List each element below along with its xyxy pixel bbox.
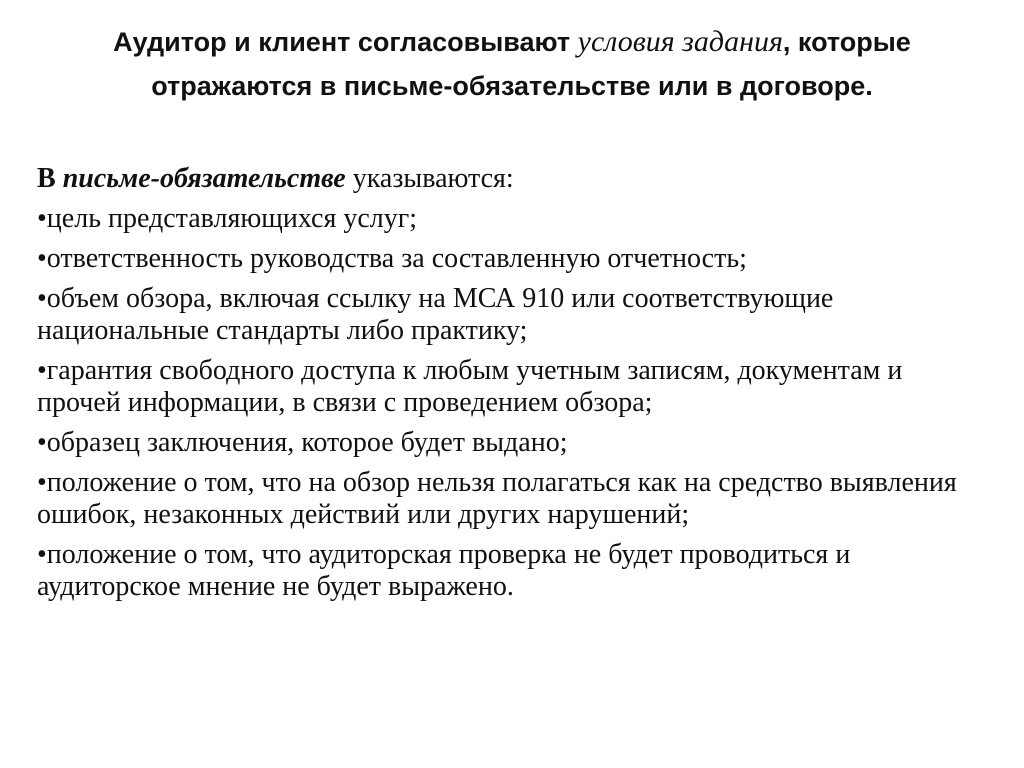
list-item: •положение о том, что на обзор нельзя полагаться как на средство выявления ошибок, незаконных действий или других нарушений; [37,467,957,530]
title-emphasis: условия задания [577,25,783,58]
lead-suffix: указываются: [345,163,514,194]
list-item: •образец заключения, которое будет выдано; [37,427,568,458]
lead-emphasis: письме-обязательстве [62,163,346,194]
list-item: •положение о том, что аудиторская проверка не будет проводиться и аудиторское мнение не будет выражено. [37,539,851,602]
lead-paragraph [37,163,987,195]
list-item: •ответственность руководства за составленную отчетность; [37,243,747,274]
slide-body [37,163,987,611]
bullet-list [37,203,987,603]
list-item: •цель представляющихся услуг; [37,203,418,234]
title-part-1: Аудитор и клиент согласовывают [113,27,578,57]
title-part-2: , которые отражаются в письме-обязательстве или в договоре. [151,27,911,101]
slide-title [70,20,954,108]
list-item: •объем обзора, включая ссылку на МСА 910 или соответствующие национальные стандарты либо практику; [37,283,834,346]
lead-prefix: В [37,163,63,194]
list-item: •гарантия свободного доступа к любым учетным записям, документам и прочей информации, в связи с проведением обзора; [37,355,903,418]
